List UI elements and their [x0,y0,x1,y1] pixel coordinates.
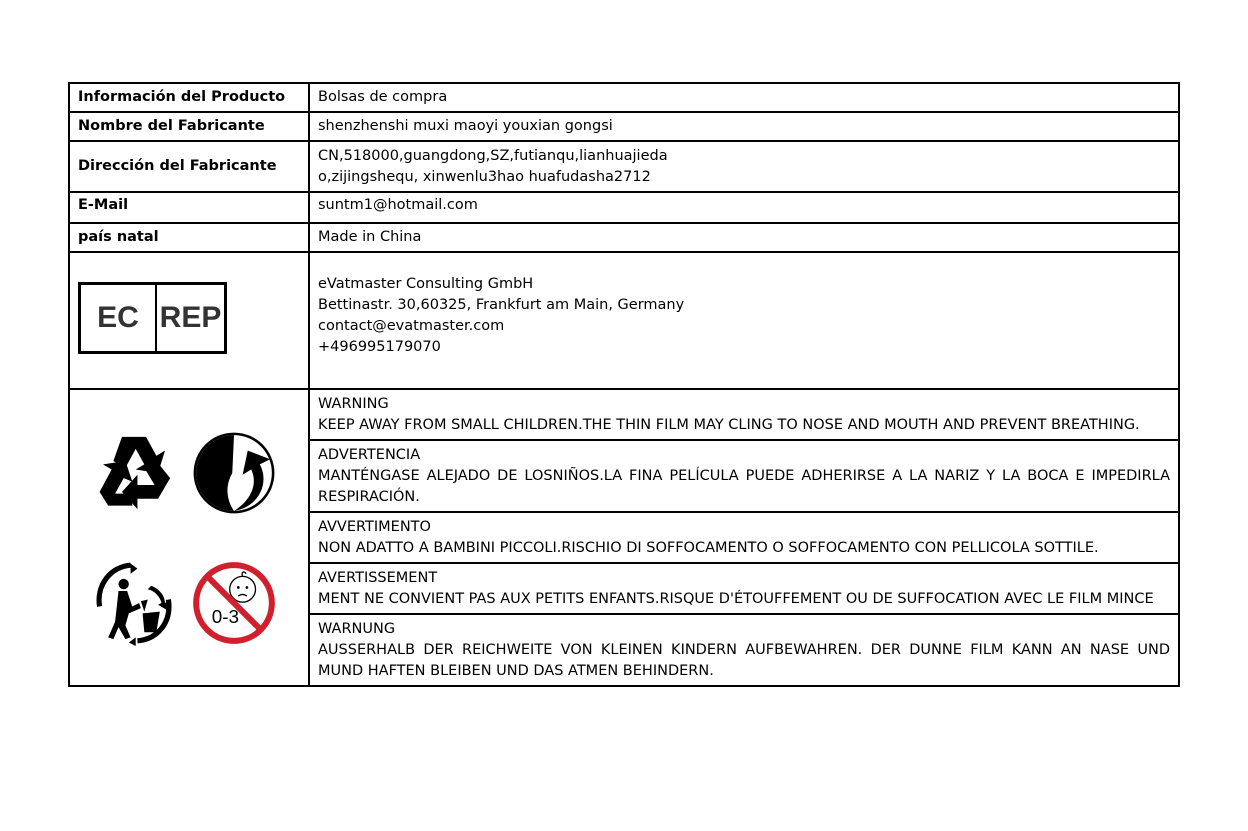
warning-de-title: WARNUNG [318,620,396,637]
email-label: E-Mail [69,192,309,223]
ec-rep-details [309,252,1179,389]
ec-rep-company: eVatmaster Consulting GmbH [318,275,534,292]
address-label: Dirección del Fabricante [69,141,309,192]
ec-rep-ec-text: EC [81,285,157,351]
warning-es-cell [309,440,1179,512]
address-line-2: o,zijingshequ, xinwenlu3hao huafudasha2712 [318,168,651,185]
country-label: país natal [69,223,309,252]
recycle-symbol [84,408,184,538]
warning-fr-cell [309,563,1179,614]
not-for-children-icon [191,560,277,646]
product-info-table [68,82,1180,687]
not-for-children-symbol [184,538,284,668]
row-email [69,192,1179,223]
row-address [69,141,1179,192]
age-label: 0-3 [211,606,240,628]
row-country [69,223,1179,252]
row-product [69,83,1179,112]
row-ec-rep [69,252,1179,389]
ec-rep-symbol [78,282,227,354]
tidyman-icon [90,560,178,646]
ec-rep-email: contact@evatmaster.com [318,317,505,334]
product-info-label: Información del Producto [69,83,309,112]
row-manufacturer [69,112,1179,141]
ec-rep-address: Bettinastr. 30,60325, Frankfurt am Main, Germany [318,296,685,313]
manufacturer-label: Nombre del Fabricante [69,112,309,141]
green-dot-symbol [184,408,284,538]
email-value: suntm1@hotmail.com [309,192,1179,223]
warning-fr-text: MENT NE CONVIENT PAS AUX PETITS ENFANTS.RISQUE D'ÉTOUFFEMENT OU DE SUFFOCATION AVEC LE FILM MINCE [318,590,1154,607]
ec-rep-phone: +496995179070 [318,338,441,355]
symbols-cell [69,389,309,686]
ec-rep-rep-text: REP [159,301,222,334]
warning-en-title: WARNING [318,395,389,412]
address-line-1: CN,518000,guangdong,SZ,futianqu,lianhuajieda [318,147,668,164]
green-dot-icon [191,430,277,516]
warning-es-title: ADVERTENCIA [318,446,421,463]
warning-it-cell [309,512,1179,563]
ec-rep-symbol-cell [69,252,309,389]
warning-it-text: NON ADATTO A BAMBINI PICCOLI.RISCHIO DI SOFFOCAMENTO O SOFFOCAMENTO CON PELLICOLA SOTTILE. [318,539,1099,556]
row-warning-en [69,389,1179,440]
country-value: Made in China [309,223,1179,252]
warning-es-text: MANTÉNGASE ALEJADO DE LOSNIÑOS.LA FINA PELÍCULA PUEDE ADHERIRSE A LA NARIZ Y LA BOCA E IMPEDIRLA RESPIRACIÓN. [318,467,1170,505]
product-info-value: Bolsas de compra [309,83,1179,112]
warning-it-title: AVVERTIMENTO [318,518,431,535]
warning-fr-title: AVERTISSEMENT [318,569,438,586]
symbols-grid [78,408,300,668]
warning-de-text: AUSSERHALB DER REICHWEITE VON KLEINEN KINDERN AUFBEWAHREN. DER DUNNE FILM KANN AN NASE UND MUND HAFTEN BLEIBEN UND DAS ATMEN BEHINDERN. [318,641,1170,679]
warning-de-cell [309,614,1179,686]
warning-en-text: KEEP AWAY FROM SMALL CHILDREN.THE THIN FILM MAY CLING TO NOSE AND MOUTH AND PREVENT BREATHING. [318,416,1140,433]
warning-en-cell [309,389,1179,440]
tidyman-symbol [84,538,184,668]
address-value [309,141,1179,192]
manufacturer-value: shenzhenshi muxi maoyi youxian gongsi [309,112,1179,141]
recycle-icon [90,430,178,516]
